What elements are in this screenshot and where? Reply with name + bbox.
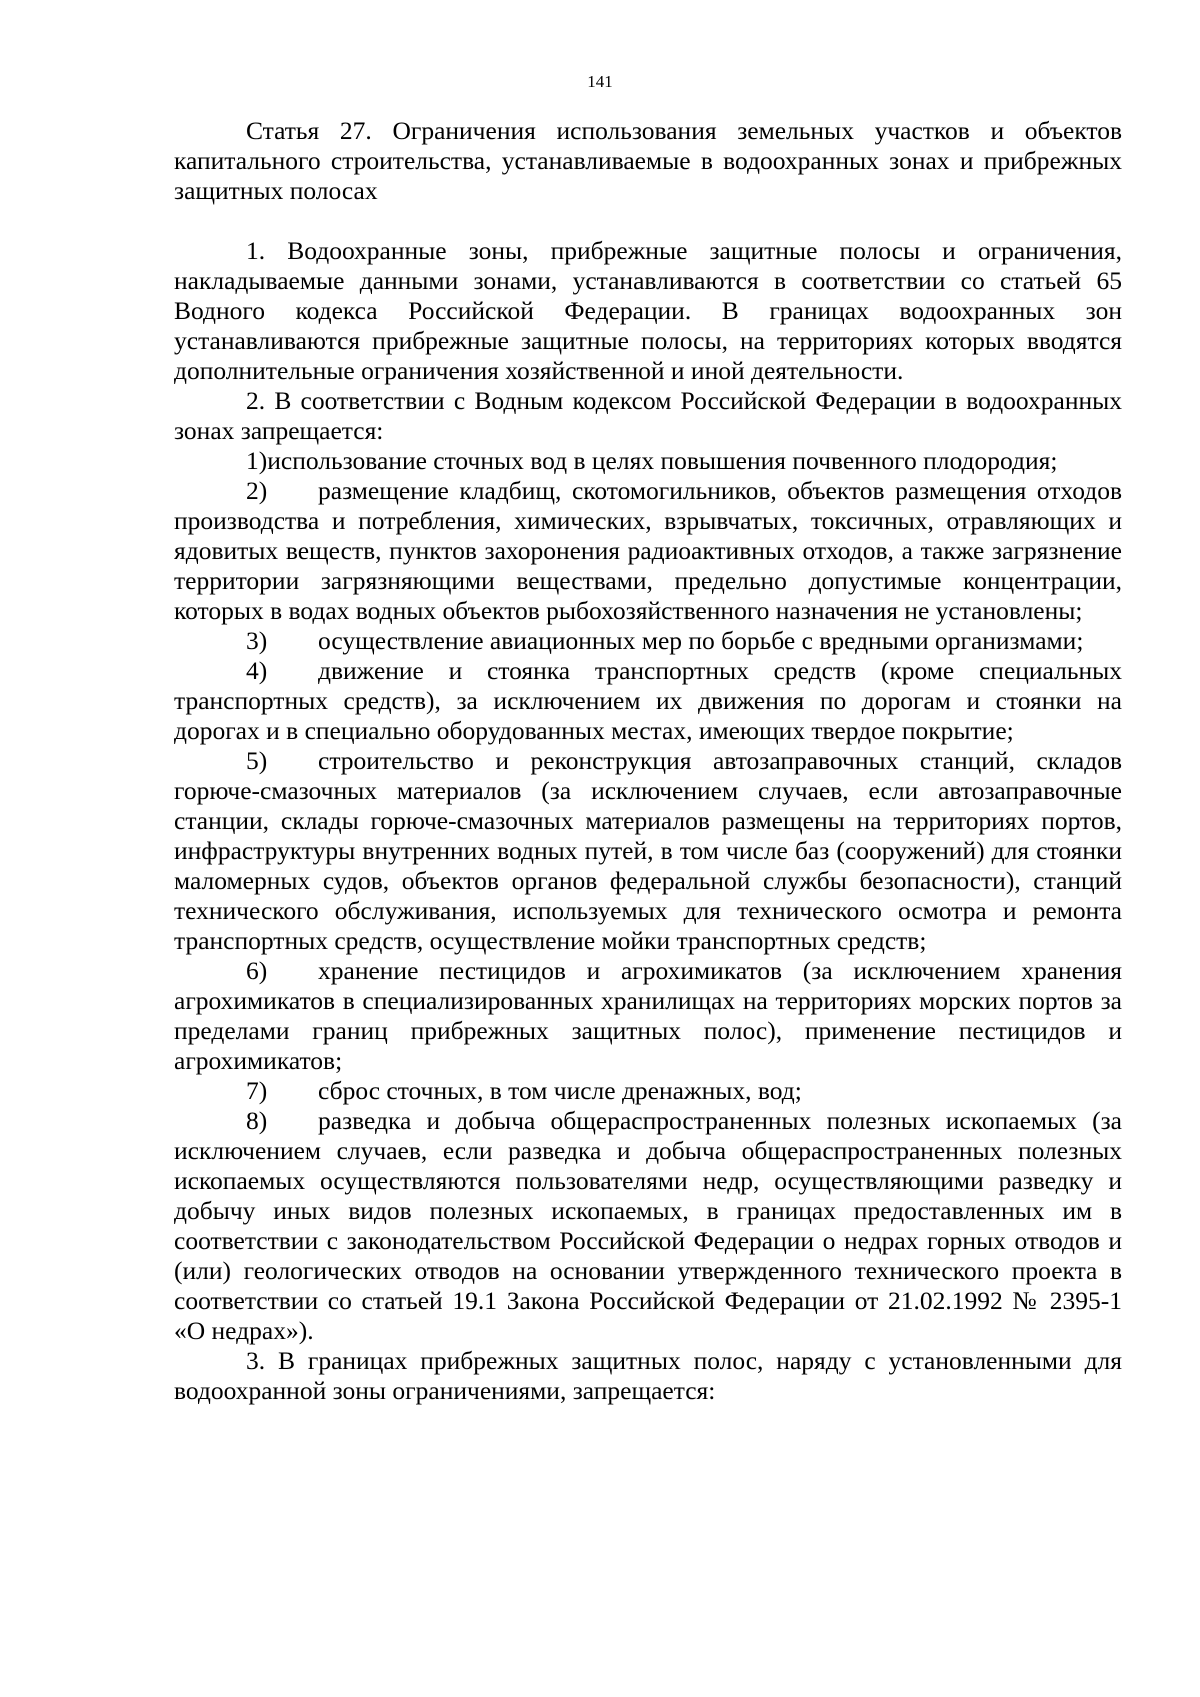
list-item-1	[174, 446, 1122, 476]
page-number: 141	[587, 72, 613, 91]
list-item-2-text: размещение кладбищ, скотомогильников, объектов размещения отходов производства и потребления, химических, взрывчатых, токсичных, отравляющих и ядовитых веществ, пунктов захоронения радиоактивных отходов, а также загрязнение территории загрязняющими веществами, предельно допустимые концентрации, которых в водах водных объектов рыбохозяйственного назначения не установлены;	[174, 476, 1122, 625]
list-item-2-number: 2)	[246, 476, 268, 505]
list-item-8-text: разведка и добыча общераспространенных полезных ископаемых (за исключением случаев, если разведка и добыча общераспространенных полезных ископаемых осуществляются пользователями недр, осуществляющими разведку и добычу иных видов полезных ископаемых, в границах предоставленных им в соответствии с законодательством Российской Федерации о недрах горных отводов и (или) геологических отводов на основании утвержденного технического проекта в соответствии со статьей 19.1 Закона Российской Федерации от 21.02.1992 № 2395-1 «О недрах»).	[174, 1106, 1122, 1345]
article-title: Статья 27. Ограничения использования земельных участков и объектов капитального строительства, устанавливаемые в водоохранных зонах и прибрежных защитных полосах	[174, 116, 1122, 205]
list-item-3	[174, 626, 1122, 656]
list-item-5-number: 5)	[246, 746, 268, 775]
list-item-8	[174, 1106, 1122, 1346]
list-item-7-number: 7)	[246, 1076, 268, 1105]
paragraph-2: 2. В соответствии с Водным кодексом Российской Федерации в водоохранных зонах запрещается:	[174, 386, 1122, 445]
list-item-5	[174, 746, 1122, 956]
list-item-1-number: 1)	[246, 446, 268, 475]
list-item-4	[174, 656, 1122, 746]
paragraph-1: 1. Водоохранные зоны, прибрежные защитные полосы и ограничения, накладываемые данными зонами, устанавливаются в соответствии со статьей 65 Водного кодекса Российской Федерации. В границах водоохранных зон устанавливаются прибрежные защитные полосы, на территориях которых вводятся дополнительные ограничения хозяйственной и иной деятельности.	[174, 236, 1122, 385]
list-item-6-number: 6)	[246, 956, 268, 985]
list-item-6-text: хранение пестицидов и агрохимикатов (за исключением хранения агрохимикатов в специализированных хранилищах на территориях морских портов за пределами границ прибрежных защитных полос), применение пестицидов и агрохимикатов;	[174, 956, 1122, 1075]
list-item-5-text: строительство и реконструкция автозаправочных станций, складов горюче-смазочных материалов (за исключением случаев, если автозаправочные станции, склады горюче-смазочных материалов размещены на территориях портов, инфраструктуры внутренних водных путей, в том числе баз (сооружений) для стоянки маломерных судов, объектов органов федеральной службы безопасности), станций технического обслуживания, используемых для технического осмотра и ремонта транспортных средств, осуществление мойки транспортных средств;	[174, 746, 1122, 955]
list-item-8-number: 8)	[246, 1106, 268, 1135]
list-item-3-text: осуществление авиационных мер по борьбе с вредными организмами;	[318, 626, 1084, 655]
document-body	[174, 116, 1122, 1406]
list-item-7	[174, 1076, 1122, 1106]
list-item-4-number: 4)	[246, 656, 268, 685]
paragraph-3: 3. В границах прибрежных защитных полос, наряду с установленными для водоохранной зоны ограничениями, запрещается:	[174, 1346, 1122, 1405]
list-item-2	[174, 476, 1122, 626]
list-item-1-text: использование сточных вод в целях повышения почвенного плодородия;	[267, 446, 1058, 475]
list-item-4-text: движение и стоянка транспортных средств (кроме специальных транспортных средств), за исключением их движения по дорогам и стоянки на дорогах и в специально оборудованных местах, имеющих твердое покрытие;	[174, 656, 1122, 745]
list-item-3-number: 3)	[246, 626, 268, 655]
list-item-6	[174, 956, 1122, 1076]
list-item-7-text: сброс сточных, в том числе дренажных, вод;	[318, 1076, 802, 1105]
